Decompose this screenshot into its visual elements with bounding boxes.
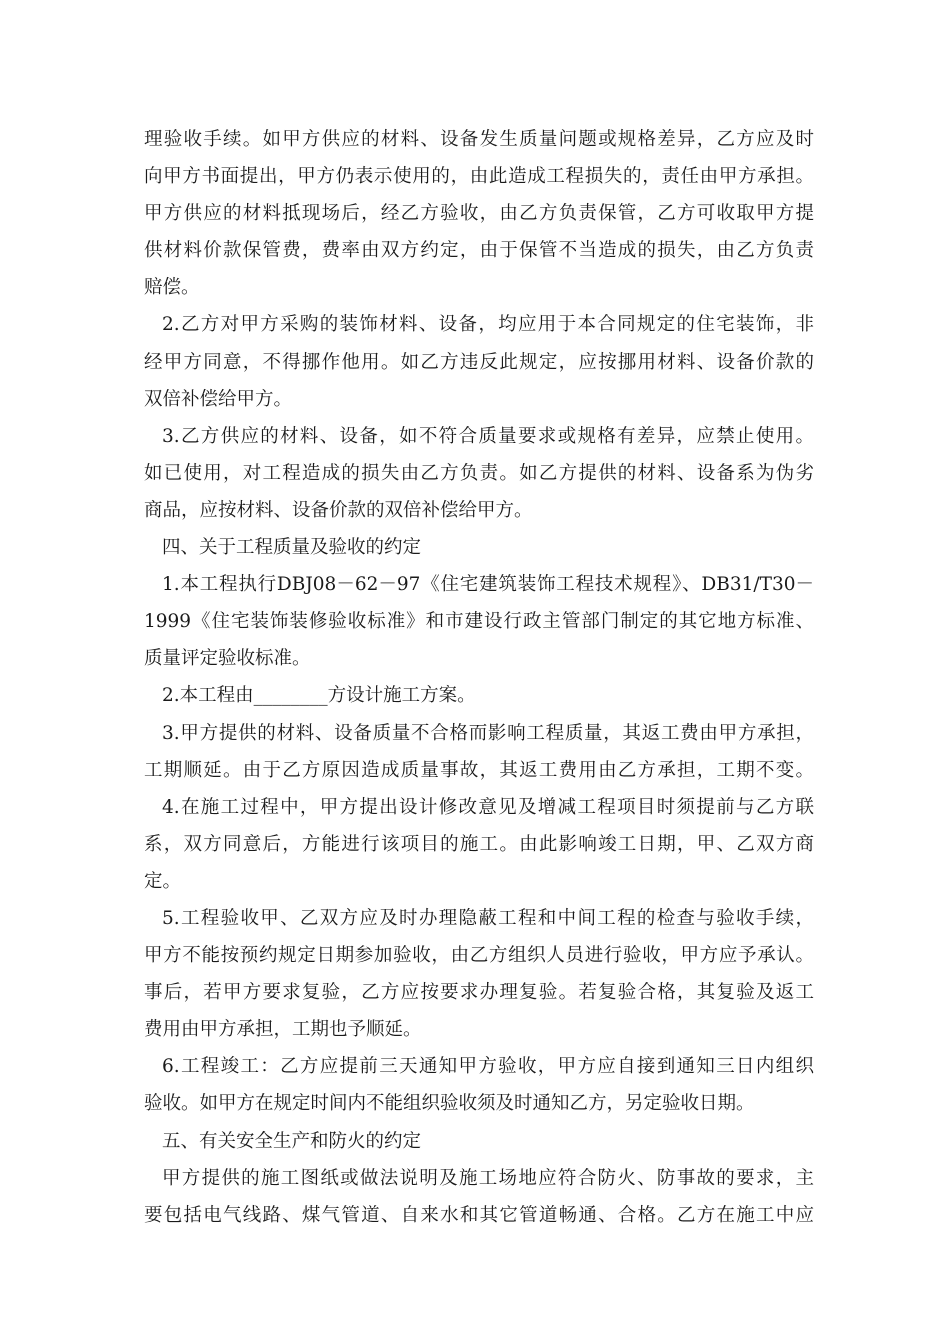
text-line: 向甲方书面提出，甲方仍表示使用的，由此造成工程损失的，责任由甲方承担。: [144, 166, 814, 188]
text-line: 3.乙方供应的材料、设备，如不符合质量要求或规格有差异，应禁止使用。: [162, 425, 814, 447]
text-line: 要包括电气线路、煤气管道、自来水和其它管道畅通、合格。乙方在施工中应: [144, 1204, 814, 1226]
text-line: 双倍补偿给甲方。: [144, 388, 293, 410]
text-line: 6.工程竣工：乙方应提前三天通知甲方验收，甲方应自接到通知三日内组织: [162, 1056, 814, 1078]
text-line: 5.工程验收甲、乙双方应及时办理隐蔽工程和中间工程的检查与验收手续，: [162, 907, 814, 929]
text-line: 4.在施工过程中，甲方提出设计修改意见及增减工程项目时须提前与乙方联: [162, 796, 814, 818]
text-line: 3.甲方提供的材料、设备质量不合格而影响工程质量，其返工费由甲方承担，: [162, 722, 814, 744]
section-heading: 四、关于工程质量及验收的约定: [162, 537, 422, 559]
document-body: [144, 121, 814, 1234]
text-line: 赔偿。: [144, 277, 200, 299]
text-line: 验收。如甲方在规定时间内不能组织验收须及时通知乙方，另定验收日期。: [144, 1093, 755, 1115]
text-line: 定。: [144, 870, 182, 892]
text-line: 经甲方同意，不得挪作他用。如乙方违反此规定，应按挪用材料、设备价款的: [144, 351, 814, 373]
text-line: 商品，应按材料、设备价款的双倍补偿给甲方。: [144, 499, 533, 521]
text-line: 质量评定验收标准。: [144, 648, 311, 670]
text-line: 系，双方同意后，方能进行该项目的施工。由此影响竣工日期，甲、乙双方商: [144, 833, 814, 855]
text-line: 事后，若甲方要求复验，乙方应按要求办理复验。若复验合格，其复验及返工: [144, 982, 814, 1004]
text-line: 甲方提供的施工图纸或做法说明及施工场地应符合防火、防事故的要求，主: [162, 1167, 814, 1189]
text-line: 1.本工程执行DBJ08－62－97《住宅建筑装饰工程技术规程》、DB31/T30－: [162, 574, 814, 596]
text-line: 供材料价款保管费，费率由双方约定，由于保管不当造成的损失，由乙方负责: [144, 240, 814, 262]
text-line: 1999《住宅装饰装修验收标准》和市建设行政主管部门制定的其它地方标准、: [144, 611, 814, 633]
text-line: 2.乙方对甲方采购的装饰材料、设备，均应用于本合同规定的住宅装饰，非: [162, 314, 814, 336]
text-line: 费用由甲方承担，工期也予顺延。: [144, 1019, 422, 1041]
section-heading: 五、有关安全生产和防火的约定: [162, 1130, 422, 1152]
text-line: 工期顺延。由于乙方原因造成质量事故，其返工费用由乙方承担，工期不变。: [144, 759, 814, 781]
text-line: 理验收手续。如甲方供应的材料、设备发生质量问题或规格差异，乙方应及时: [144, 129, 814, 150]
text-line: 如已使用，对工程造成的损失由乙方负责。如乙方提供的材料、设备系为伪劣: [144, 462, 814, 484]
text-line: 甲方供应的材料抵现场后，经乙方验收，由乙方负责保管，乙方可收取甲方提: [144, 203, 814, 225]
text-line: 甲方不能按预约规定日期参加验收，由乙方组织人员进行验收，甲方应予承认。: [144, 945, 814, 967]
text-line: 2.本工程由________方设计施工方案。: [162, 685, 476, 707]
